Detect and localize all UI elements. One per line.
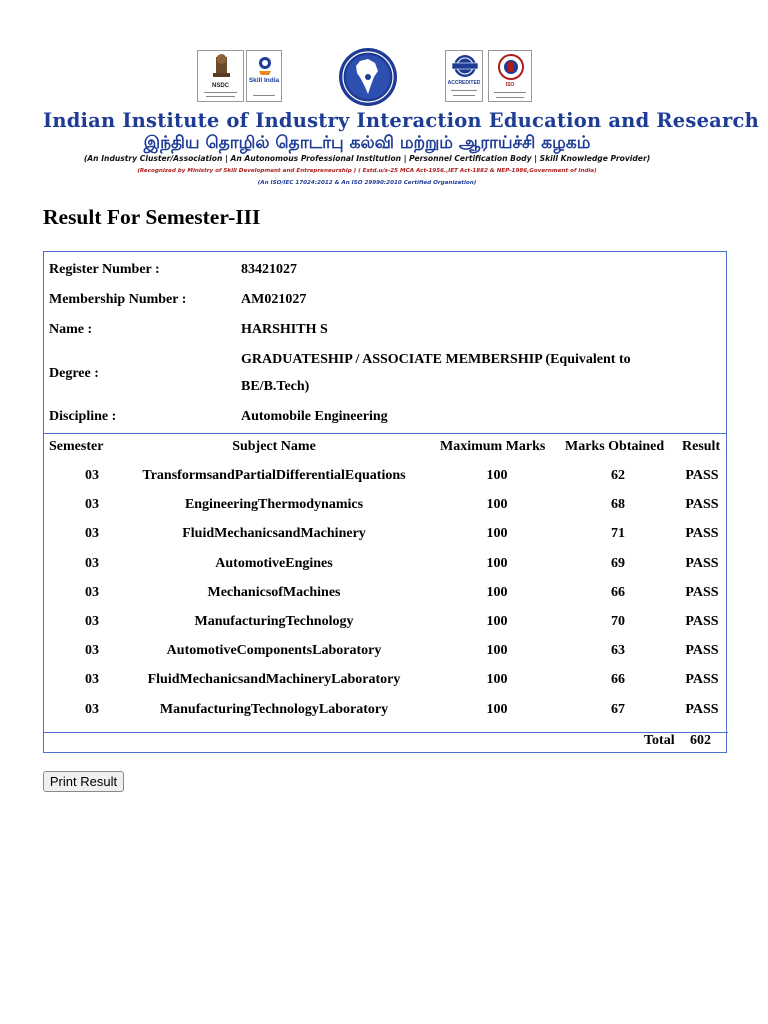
row-marks-obtained: 67 xyxy=(611,702,625,717)
header-maximum-marks: Maximum Marks xyxy=(440,439,546,454)
row-maximum-marks: 100 xyxy=(486,526,508,541)
header-marks-obtained: Marks Obtained xyxy=(565,439,665,454)
iso-fineprint xyxy=(494,92,526,93)
row-subject-name: AutomotiveComponentsLaboratory xyxy=(166,643,382,658)
row-result: PASS xyxy=(685,556,719,571)
discipline-value: Automobile Engineering xyxy=(241,409,388,424)
row-maximum-marks: 100 xyxy=(486,672,508,687)
register-number-label: Register Number : xyxy=(49,262,160,277)
skill-india-icon xyxy=(247,54,282,76)
row-maximum-marks: 100 xyxy=(486,556,508,571)
row-maximum-marks: 100 xyxy=(486,497,508,512)
header-subject-name: Subject Name xyxy=(232,439,316,454)
row-semester: 03 xyxy=(85,556,99,571)
row-marks-obtained: 66 xyxy=(611,672,625,687)
degree-label: Degree : xyxy=(49,366,99,381)
institute-recognition: (Recognized by Ministry of Skill Development and Entrepreneurship ) ( Estd.u/s-25 MCA Act-1956.,IET Act-1882 & NEP-1986,Government of India) xyxy=(137,168,597,174)
row-semester: 03 xyxy=(85,614,99,629)
institute-name-tamil: இந்திய தொழில் தொடர்பு கல்வி மற்றும் ஆராய்ச்சி கழகம் xyxy=(143,133,591,153)
row-semester: 03 xyxy=(85,585,99,600)
name-label: Name : xyxy=(49,322,93,337)
result-panel xyxy=(43,251,727,753)
row-marks-obtained: 66 xyxy=(611,585,625,600)
row-result: PASS xyxy=(685,614,719,629)
iso-logo xyxy=(488,50,532,102)
row-subject-name: ManufacturingTechnologyLaboratory xyxy=(159,702,389,717)
row-result: PASS xyxy=(685,672,719,687)
skill-india-logo xyxy=(246,50,282,102)
header-semester: Semester xyxy=(49,439,104,454)
name-value: HARSHITH S xyxy=(241,322,328,337)
row-result: PASS xyxy=(685,497,719,512)
row-subject-name: AutomotiveEngines xyxy=(215,556,333,571)
row-subject-name: EngineeringThermodynamics xyxy=(184,497,364,512)
marks-table-divider xyxy=(43,433,727,434)
page-title: Result For Semester-III xyxy=(43,205,261,229)
row-result: PASS xyxy=(685,585,719,600)
row-marks-obtained: 69 xyxy=(611,556,625,571)
institute-tagline: (An Industry Cluster/Association | An Autonomous Professional Institution | Personnel Certification Body | Skill Knowledge Provider) xyxy=(83,154,651,163)
row-result: PASS xyxy=(685,643,719,658)
row-marks-obtained: 68 xyxy=(611,497,625,512)
row-marks-obtained: 62 xyxy=(611,468,625,483)
discipline-label: Discipline : xyxy=(49,409,117,424)
row-maximum-marks: 100 xyxy=(486,702,508,717)
row-semester: 03 xyxy=(85,468,99,483)
row-maximum-marks: 100 xyxy=(486,585,508,600)
skill-india-fineprint xyxy=(253,95,275,96)
institute-emblem-icon xyxy=(338,47,398,107)
row-result: PASS xyxy=(685,468,719,483)
row-result: PASS xyxy=(685,702,719,717)
row-subject-name: FluidMechanicsandMachinery xyxy=(182,526,366,541)
row-marks-obtained: 70 xyxy=(611,614,625,629)
row-marks-obtained: 63 xyxy=(611,643,625,658)
total-value: 602 xyxy=(690,733,711,748)
institute-name: Indian Institute of Industry Interaction Education and Research xyxy=(43,109,759,132)
row-semester: 03 xyxy=(85,672,99,687)
membership-number-value: AM021027 xyxy=(241,292,307,307)
print-result-button[interactable]: Print Result xyxy=(43,771,124,792)
accredited-seal-icon xyxy=(446,53,483,79)
row-result: PASS xyxy=(685,526,719,541)
header-result: Result xyxy=(682,439,721,454)
row-semester: 03 xyxy=(85,643,99,658)
iso-caption: ISO xyxy=(505,82,515,88)
row-maximum-marks: 100 xyxy=(486,468,508,483)
row-maximum-marks: 100 xyxy=(486,643,508,658)
nsdc-logo-fineprint xyxy=(204,92,237,93)
row-subject-name: FluidMechanicsandMachineryLaboratory xyxy=(147,672,401,687)
accredited-logo xyxy=(445,50,483,102)
row-semester: 03 xyxy=(85,497,99,512)
total-divider xyxy=(44,732,728,733)
row-subject-name: ManufacturingTechnology xyxy=(194,614,354,629)
membership-number-label: Membership Number : xyxy=(49,292,187,307)
total-label: Total xyxy=(644,733,675,748)
register-number-value: 83421027 xyxy=(241,262,297,277)
nsdc-logo-caption: NSDC xyxy=(211,83,229,89)
nsdc-logo xyxy=(197,50,244,102)
row-marks-obtained: 71 xyxy=(611,526,625,541)
row-semester: 03 xyxy=(85,526,99,541)
institute-banner xyxy=(43,44,759,190)
institute-certification: (An ISO/IEC 17024:2012 & An ISO 29990:2010 Certified Organization) xyxy=(257,180,477,186)
row-subject-name: MechanicsofMachines xyxy=(207,585,341,600)
row-semester: 03 xyxy=(85,702,99,717)
row-subject-name: TransformsandPartialDifferentialEquations xyxy=(142,468,406,483)
iso-fineprint-2 xyxy=(496,97,524,98)
degree-value: GRADUATESHIP / ASSOCIATE MEMBERSHIP (Equivalent to BE/B.Tech) xyxy=(241,352,631,394)
accredited-fineprint-2 xyxy=(453,95,475,96)
iso-seal-icon xyxy=(489,53,532,81)
national-emblem-icon xyxy=(198,53,244,83)
accredited-fineprint xyxy=(451,90,477,91)
accredited-caption: ACCREDITED xyxy=(447,80,481,86)
nsdc-logo-fineprint-2 xyxy=(206,96,235,97)
row-maximum-marks: 100 xyxy=(486,614,508,629)
skill-india-caption: Skill India xyxy=(248,77,280,84)
